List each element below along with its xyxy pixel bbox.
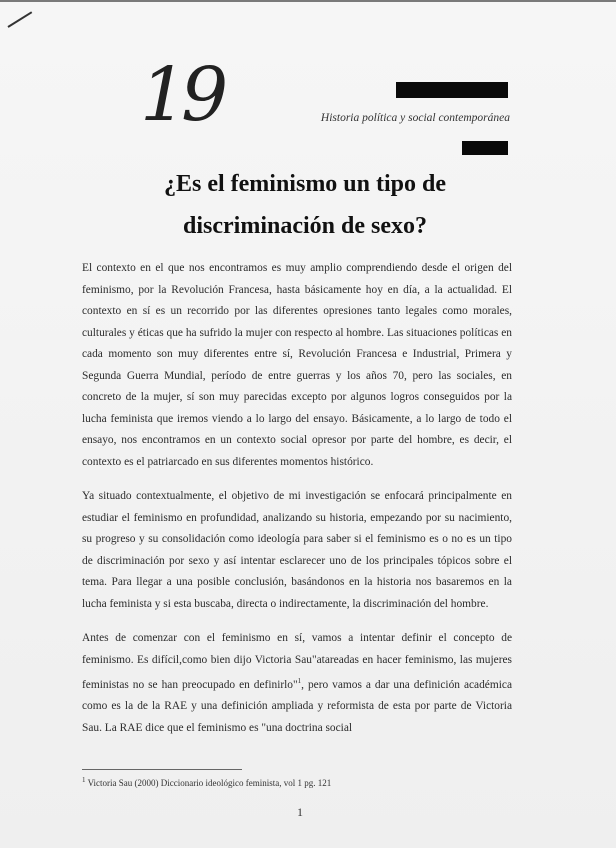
title-line-2: discriminación de sexo? [183, 213, 427, 239]
page-number: 1 [297, 805, 303, 819]
footnote-divider [82, 769, 242, 770]
paragraph-3-text-a: Antes de comenzar con el feminismo en sí, vamos a intentar definir el concepto de feminismo. Es difícil,como bien dijo Victoria Sau"atareadas en hacer feminismo, las mujeres feministas no se han preocupado en definirlo" [82, 632, 512, 691]
footnote-text: Victoria Sau (2000) Diccionario ideológico feminista, vol 1 pg. 121 [87, 778, 332, 788]
paragraph-1: El contexto en el que nos encontramos es muy amplio comprendiendo desde el origen del feminismo, por la Revolución Francesa, hasta básicamente hoy en día, a la actualidad. El contexto en sí es un recorrido por las diferentes opresiones tanto legales como morales, culturales y éticas que ha sufrido la mujer con respecto al hombre. Las situaciones políticas en cada momento son muy diferentes entre sí, Revolución Francesa e Industrial, Primera y Segunda Guerra Mundial, período de entre guerras y los años 70, pero las sociales, en concreto de la mujer, sí son muy parecidas excepto por algunos logros conseguidos por la lucha feminista que iremos viendo a lo largo del ensayo. Básicamente, a lo largo de todo el ensayo, nos encontramos en un contexto social opresor por parte del hombre, es decir, el contexto es el patriarcado en sus diferentes momentos histórico. [82, 262, 512, 468]
essay-body [82, 258, 512, 752]
handwritten-number: 19 [140, 52, 223, 138]
footnote-number: 1 [82, 776, 86, 784]
title-line-1: ¿Es el feminismo un tipo de [163, 171, 447, 197]
course-name: Historia política y social contemporánea [320, 112, 510, 124]
pen-mark [7, 11, 32, 28]
paragraph-3 [82, 628, 512, 739]
paragraph-2: Ya situado contextualmente, el objetivo de mi investigación se enfocará principalmente en estudiar el feminismo en profundidad, analizando su historia, empezando por su nacimiento, su progreso y su consolidación como ideología para saber si el feminismo es o no es un tipo de discriminación por sexo y así intentar esclarecer uno de los principales tópicos sobre el tema. Para llegar a una posible conclusión, basándonos en la historia nos basaremos en la lucha feminista y si esta buscaba, directa o indirectamente, la discriminación del hombre. [82, 490, 512, 610]
paragraph-3-text-b: , pero vamos a dar una definición académica como es la de la RAE y una definición ampliada y reformista de esta por parte de Victoria Sau. La RAE dice que el feminismo es "una doctrina social [82, 678, 512, 734]
footnote-reference[interactable]: 1 [297, 677, 302, 685]
footnote [82, 776, 502, 788]
redaction-bar-top [396, 82, 508, 98]
redaction-bar-small [462, 141, 508, 155]
scan-edge-line [0, 0, 616, 2]
